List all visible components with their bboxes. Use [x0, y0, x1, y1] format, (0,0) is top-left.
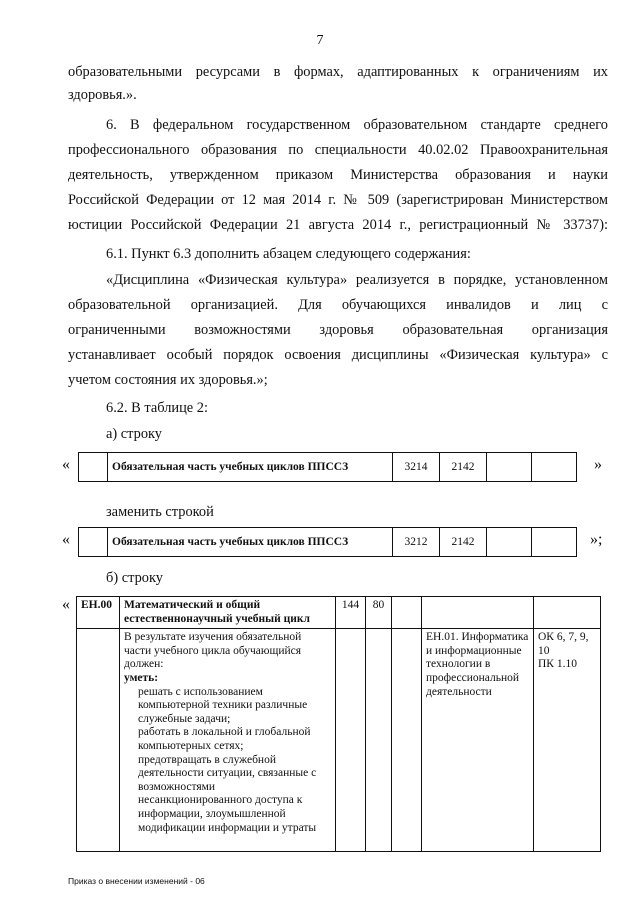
page-number: 7 [316, 33, 324, 48]
requirement-item: предотвращать в служебной деятельности ситуации, связанные с возможностями несанкционированного доступа к информации, злоумышленной модификации информации и утраты [138, 753, 317, 834]
open-quote: « [62, 596, 70, 613]
table-cell [487, 528, 532, 557]
text-line: деятельность, утвержденном приказом Министерства образования и науки [68, 167, 608, 183]
text-line: 6. В федеральном государственном образовательном стандарте среднего [106, 117, 608, 133]
close-quote: »; [590, 531, 603, 548]
text-line: заменить строкой [106, 504, 214, 520]
requirement-item: решать с использованием компьютерной техники различные служебные задачи; [138, 685, 308, 725]
text-line: б) строку [106, 570, 163, 586]
cycle-title: Математический и общий естественнонаучный учебный цикл [120, 597, 336, 629]
hours-required: 80 [366, 597, 392, 629]
competencies-cell [534, 629, 601, 852]
text-line: юстиции Российской Федерации 21 августа 2014 г., регистрационный № 33737): [68, 217, 608, 233]
text-line: Российской Федерации от 12 мая 2014 г. № 509 (зарегистрирован Министерством [68, 192, 608, 208]
table-cell [422, 597, 534, 629]
new-row-table [78, 527, 577, 557]
table-cell [487, 453, 532, 482]
text-line: учетом состояния их здоровья.»; [68, 372, 268, 388]
footer-note: Приказ о внесении изменений - 06 [68, 876, 205, 886]
table-cell [79, 453, 108, 482]
open-quote: « [62, 456, 70, 473]
text-line: 6.1. Пункт 6.3 дополнить абзацем следующего содержания: [106, 246, 471, 262]
open-quote: « [62, 531, 70, 548]
table-cell [392, 629, 422, 852]
requirements-cell [120, 629, 336, 852]
table-cell [532, 528, 577, 557]
cycle-code: ЕН.00 [77, 597, 120, 629]
requirements-intro: В результате изучения обязательной части учебного цикла обучающийся должен: [124, 631, 302, 671]
requirement-item: работать в локальной и глобальной компьютерных сетях; [138, 726, 311, 752]
table-cell [366, 629, 392, 852]
table-cell [336, 629, 366, 852]
row-value: 2142 [440, 453, 487, 482]
competency-ok: ОК 6, 7, 9, 10 [538, 631, 589, 657]
table-cell [77, 629, 120, 852]
text-line: профессионального образования по специальности 40.02.02 Правоохранительная [68, 142, 608, 158]
row-label: Обязательная часть учебных циклов ППССЗ [108, 528, 393, 557]
text-line: 6.2. В таблице 2: [106, 400, 208, 416]
table-cell [392, 597, 422, 629]
curriculum-table [76, 596, 601, 852]
competency-pk: ПК 1.10 [538, 658, 577, 671]
old-row-table [78, 452, 577, 482]
hours-max: 144 [336, 597, 366, 629]
table-cell [532, 453, 577, 482]
discipline-cell: ЕН.01. Информатика и информационные технологии в профессиональной деятельности [422, 629, 534, 852]
row-value: 3214 [393, 453, 440, 482]
requirements-heading: уметь: [124, 671, 159, 684]
close-quote: » [594, 456, 602, 473]
text-line: устанавливает особый порядок освоения дисциплины «Физическая культура» с [68, 347, 608, 363]
row-label: Обязательная часть учебных циклов ППССЗ [108, 453, 393, 482]
text-line: «Дисциплина «Физическая культура» реализуется в порядке, установленном [106, 272, 608, 288]
text-line: образовательной организацией. Для обучающихся инвалидов и лиц с [68, 297, 608, 313]
text-line: а) строку [106, 426, 163, 442]
text-line: ограниченными возможностями здоровья образовательная организация [68, 322, 608, 338]
text-line: образовательными ресурсами в формах, адаптированных к ограничениям их [68, 64, 608, 80]
text-line: здоровья.». [68, 87, 137, 103]
table-cell [534, 597, 601, 629]
row-value: 3212 [393, 528, 440, 557]
table-cell [79, 528, 108, 557]
row-value: 2142 [440, 528, 487, 557]
